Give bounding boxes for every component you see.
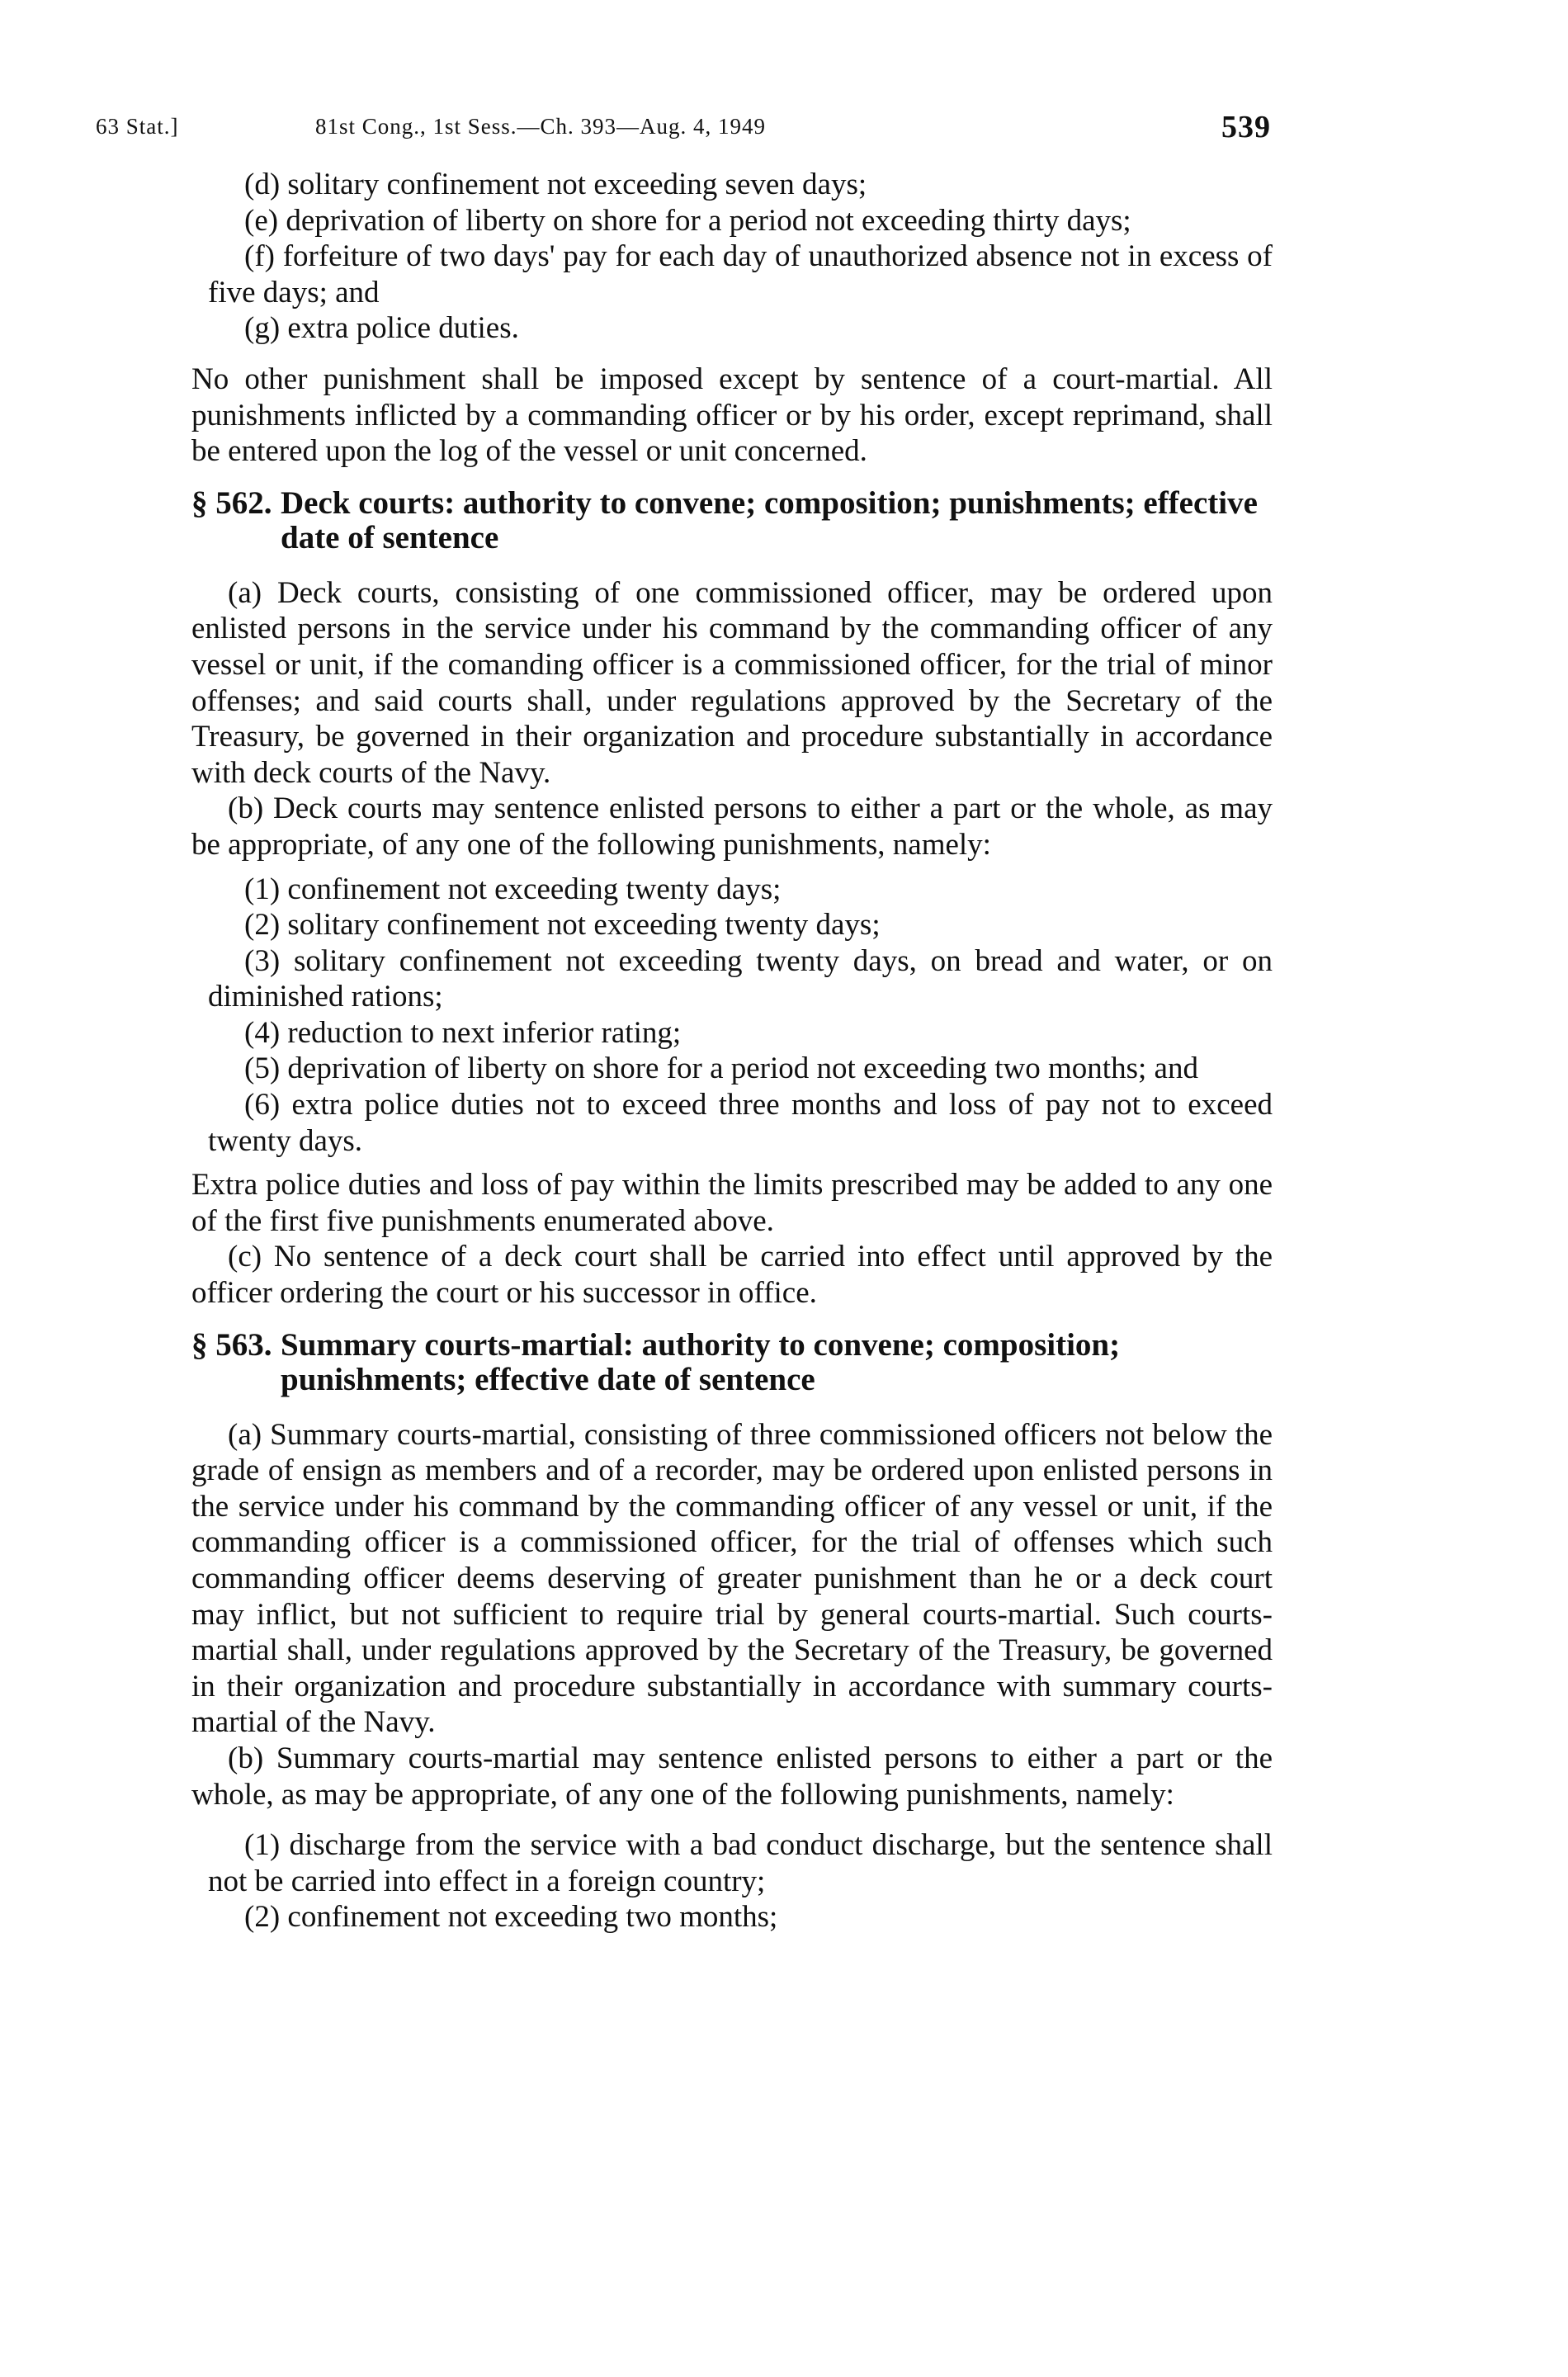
- page-number: 539: [1221, 110, 1271, 144]
- list-item: (1) confinement not exceeding twenty days;: [244, 872, 782, 906]
- section-title: Deck courts: authority to convene; composition; punishments; effective date of sentence: [281, 484, 1258, 555]
- list-item: (4) reduction to next inferior rating;: [244, 1015, 682, 1050]
- section-562-paragraph-a: (a) Deck courts, consisting of one commissioned officer, may be ordered upon enlisted persons in the service under his command by the commanding officer of any vessel or unit, if the comanding officer is a commissioned officer, for the trial of minor offenses; and said courts shall, under regulations approved by the Secretary of the Treasury, be governed in their organization and procedure substantially in accordance with deck courts of the Navy.: [191, 575, 1273, 790]
- list-item: (3) solitary confinement not exceeding twenty days, on bread and water, or on diminished rations;: [208, 943, 1273, 1014]
- section-562-heading: [191, 486, 1273, 555]
- section-563-heading: [191, 1328, 1273, 1397]
- summary-court-punishment-list: [191, 1827, 1273, 1935]
- section-563-paragraph-b: (b) Summary courts-martial may sentence enlisted persons to either a part or the whole, as may be appropriate, of any one of the following punishments, namely:: [191, 1741, 1273, 1812]
- section-563-paragraph-a: (a) Summary courts-martial, consisting of three commissioned officers not below the grade of ensign as members and of a recorder, may be ordered upon enlisted persons in the service under his command by the commanding officer of any vessel or unit, if the commanding officer is a commissioned officer, for the trial of offenses which such commanding officer deems deserving of greater punishment than he or a deck court may inflict, but not sufficient to require trial by general courts-martial. Such courts-martial shall, under regulations approved by the Secretary of the Treasury, be governed in their organization and procedure substantially in accordance with summary courts-martial of the Navy.: [191, 1417, 1273, 1740]
- list-item: (g) extra police duties.: [244, 311, 519, 346]
- section-number: § 562.: [191, 484, 272, 521]
- document-body: [191, 167, 1273, 1935]
- list-item: (2) solitary confinement not exceeding twenty days;: [244, 908, 881, 943]
- list-item: (5) deprivation of liberty on shore for a period not exceeding two months; and: [244, 1051, 1198, 1086]
- list-item: (e) deprivation of liberty on shore for a period not exceeding thirty days;: [244, 203, 1131, 238]
- section-562-paragraph-b: (b) Deck courts may sentence enlisted persons to either a part or the whole, as may be appropriate, of any one of the following punishments, namely:: [191, 792, 1273, 862]
- statute-reference: 63 Stat.]: [96, 114, 179, 139]
- congress-session-chapter-date: 81st Cong., 1st Sess.—Ch. 393—Aug. 4, 1949: [315, 114, 767, 139]
- section-title: Summary courts-martial: authority to convene; composition; punishments; effective date of sentence: [281, 1326, 1121, 1397]
- list-item: (d) solitary confinement not exceeding seven days;: [244, 168, 867, 201]
- section-number: § 563.: [191, 1326, 272, 1363]
- list-item: (1) discharge from the service with a bad conduct discharge, but the sentence shall not be carried into effect in a foreign country;: [208, 1828, 1273, 1898]
- list-item: (2) confinement not exceeding two months;: [244, 1900, 778, 1935]
- punishment-list-continued: [191, 167, 1273, 347]
- paragraph-no-other-punishment: No other punishment shall be imposed except by sentence of a court-martial. All punishments inflicted by a commanding officer or by his order, except reprimand, shall be entered upon the log of the vessel or unit concerned.: [191, 362, 1273, 469]
- running-head: [96, 110, 1271, 155]
- section-562-paragraph-c: (c) No sentence of a deck court shall be carried into effect until approved by the officer ordering the court or his successor in office.: [191, 1240, 1273, 1311]
- deck-court-punishment-list: [191, 872, 1273, 1160]
- list-item: (f) forfeiture of two days' pay for each day of unauthorized absence not in excess of five days; and: [208, 239, 1273, 310]
- list-item: (6) extra police duties not to exceed three months and loss of pay not to exceed twenty days.: [208, 1088, 1273, 1158]
- section-562-paragraph-extra-duties: Extra police duties and loss of pay within the limits prescribed may be added to any one of the first five punishments enumerated above.: [191, 1168, 1273, 1238]
